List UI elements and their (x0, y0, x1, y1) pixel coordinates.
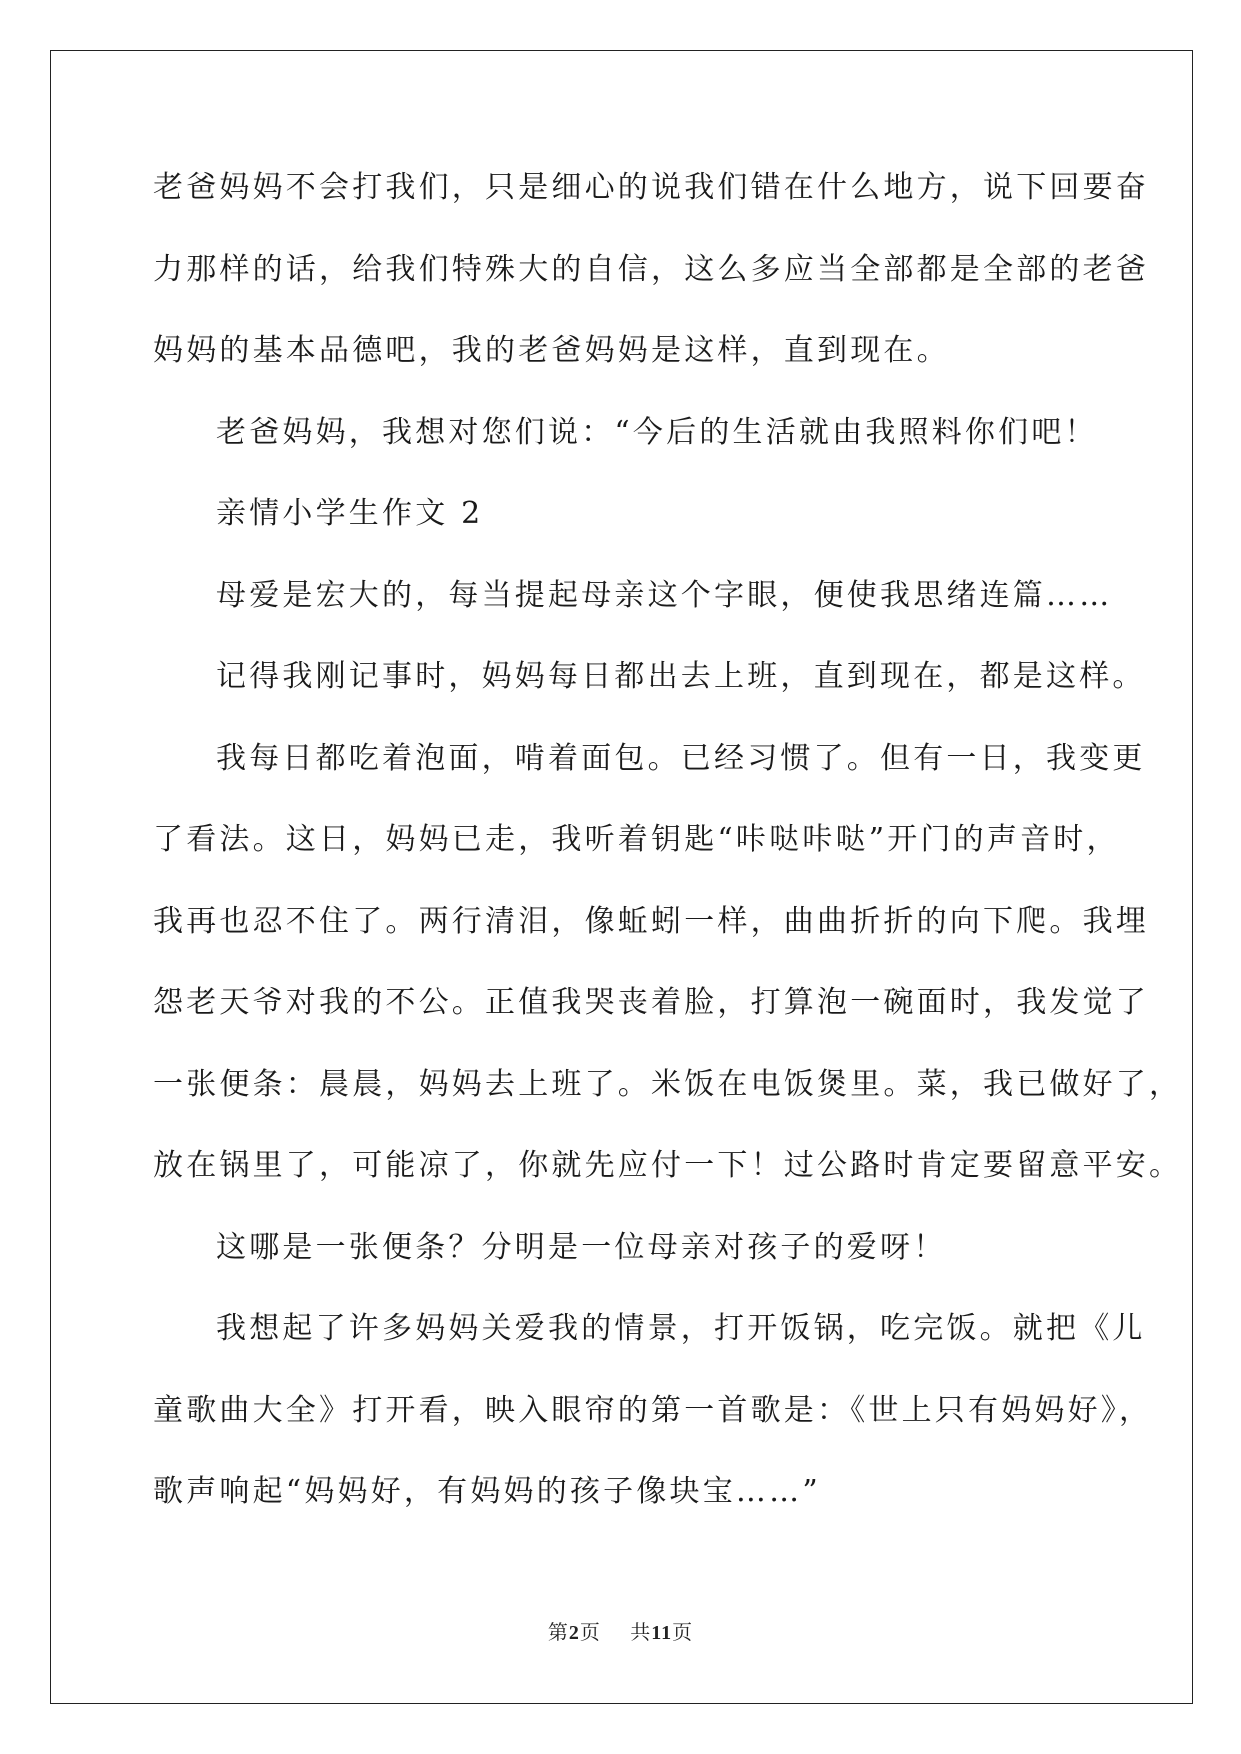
footer-total-prefix: 共 (630, 1620, 652, 1644)
text-line: 力那样的话，给我们特殊大的自信，这么多应当全部都是全部的老爸 (153, 251, 1149, 287)
text-line: 我想起了许多妈妈关爱我的情景，打开饭锅，吃完饭。就把《儿 (216, 1311, 1146, 1346)
text-line: 老爸妈妈，我想对您们说：“今后的生活就由我照料你们吧！ (216, 414, 1098, 450)
text-line: 放在锅里了，可能凉了，你就先应付一下！过公路时肯定要留意平安。 (153, 1148, 1183, 1183)
text-line: 了看法。这日，妈妈已走，我听着钥匙“咔哒咔哒”开门的声音时， (153, 822, 1120, 857)
text-line: 妈妈的基本品德吧，我的老爸妈妈是这样，直到现在。 (153, 333, 950, 368)
footer-prefix: 第 (547, 1620, 569, 1644)
current-page-number: 2 (568, 1622, 580, 1644)
footer-page-word: 页 (579, 1620, 601, 1644)
footer-total-suffix: 页 (672, 1620, 694, 1644)
text-line: 我再也忍不住了。两行清泪，像蚯蚓一样，曲曲折折的向下爬。我埋 (153, 903, 1149, 939)
text-line: 歌声响起“妈妈好，有妈妈的孩子像块宝……” (153, 1474, 821, 1509)
total-pages-number: 11 (651, 1622, 673, 1644)
text-line: 记得我刚记事时，妈妈每日都出去上班，直到现在，都是这样。 (216, 659, 1146, 694)
text-line: 老爸妈妈不会打我们，只是细心的说我们错在什么地方，说下回要奋 (153, 170, 1149, 205)
page-footer (0, 1616, 1241, 1645)
text-line: 童歌曲大全》打开看，映入眼帘的第一首歌是：《世上只有妈妈好》， (153, 1392, 1153, 1428)
text-line: 母爱是宏大的，每当提起母亲这个字眼，便使我思绪连篇…… (216, 577, 1113, 613)
text-line: 怨老天爷对我的不公。正值我哭丧着脸，打算泡一碗面时，我发觉了 (153, 985, 1149, 1020)
text-line: 一张便条：晨晨，妈妈去上班了。米饭在电饭煲里。菜，我已做好了， (153, 1066, 1183, 1102)
text-line: 这哪是一张便条？分明是一位母亲对孩子的爱呀！ (216, 1229, 947, 1265)
document-body (153, 160, 1183, 1546)
text-line: 我每日都吃着泡面，啃着面包。已经习惯了。但有一日，我变更 (216, 740, 1146, 776)
text-line: 亲情小学生作文 2 (216, 496, 484, 531)
